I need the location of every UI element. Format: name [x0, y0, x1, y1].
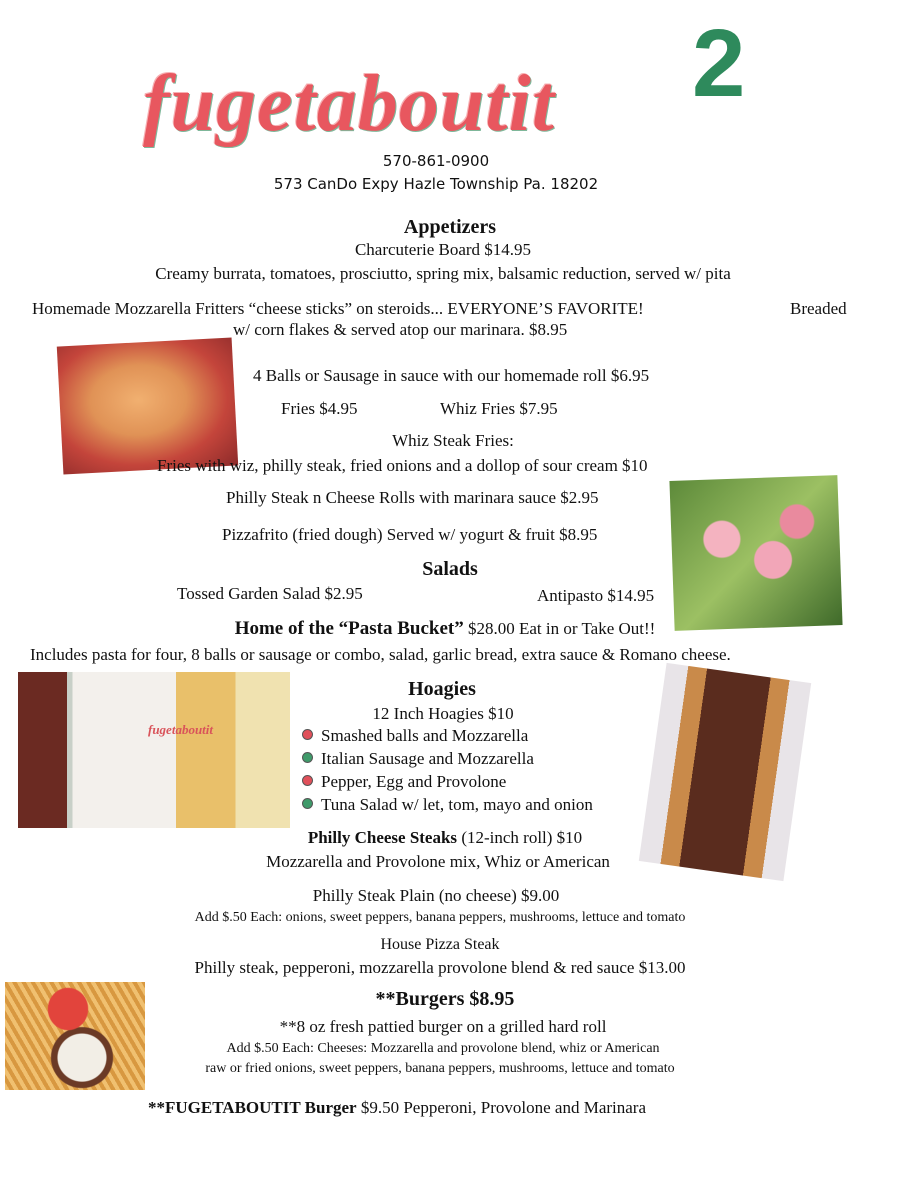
hoagie-label: Smashed balls and Mozzarella: [321, 726, 529, 745]
menu-item: Philly Steak Plain (no cheese) $9.00: [312, 886, 560, 905]
bullet-icon: [302, 752, 313, 763]
menu-item: Antipasto $14.95: [537, 586, 655, 605]
menu-item: Tossed Garden Salad $2.95: [177, 584, 363, 603]
menu-item-desc: Breaded: [790, 299, 847, 318]
pasta-bucket-price: $28.00 Eat in or Take Out!!: [463, 619, 656, 638]
burgers-heading: **Burgers $8.95: [375, 988, 515, 1010]
menu-item: Whiz Fries $7.95: [440, 399, 558, 418]
fritters-photo: [57, 338, 238, 475]
menu-item: Homemade Mozzarella Fritters “cheese sticks” on steroids... EVERYONE’S FAVORITE!: [32, 299, 644, 318]
hoagie-item: [302, 772, 506, 792]
logo-superscript: 2: [692, 10, 746, 117]
menu-item-desc: Fries with wiz, philly steak, fried onions and a dollop of sour cream $10: [157, 456, 648, 475]
bucket-label: fugetaboutit: [148, 722, 214, 737]
menu-item-desc: w/ corn flakes & served atop our marinara. $8.95: [233, 320, 568, 339]
cheesesteaks-price: (12-inch roll) $10: [457, 828, 583, 847]
cheese-options: Mozzarella and Provolone mix, Whiz or American: [266, 852, 610, 871]
address: 573 CanDo Expy Hazle Township Pa. 18202: [273, 175, 599, 193]
bullet-icon: [302, 775, 313, 786]
appetizers-heading: Appetizers: [403, 216, 497, 238]
menu-item: Fries $4.95: [281, 399, 358, 418]
special-burger-title: **FUGETABOUTIT Burger: [148, 1098, 357, 1117]
menu-item: Charcuterie Board $14.95: [354, 240, 532, 259]
menu-item: Pizzafrito (fried dough) Served w/ yogurt & fruit $8.95: [222, 525, 598, 544]
menu-item: Philly Steak n Cheese Rolls with marinara sauce $2.95: [226, 488, 599, 507]
special-burger: [148, 1098, 646, 1118]
bullet-icon: [302, 798, 313, 809]
menu-item-desc: Add $.50 Each: onions, sweet peppers, banana peppers, mushrooms, lettuce and tomato: [194, 910, 686, 925]
pasta-bucket-desc: Includes pasta for four, 8 balls or sausage or combo, salad, garlic bread, extra sauce & Romano cheese.: [30, 645, 731, 664]
bullet-icon: [302, 729, 313, 740]
cheesesteaks-title: Philly Cheese Steaks: [307, 828, 458, 847]
hoagie-label: Tuna Salad w/ let, tom, mayo and onion: [321, 795, 593, 814]
hoagie-item: [302, 726, 528, 746]
menu-item: Whiz Steak Fries:: [392, 431, 514, 450]
salads-heading: Salads: [422, 558, 478, 580]
menu-item: 4 Balls or Sausage in sauce with our homemade roll $6.95: [253, 366, 650, 385]
burger-addons: Add $.50 Each: Cheeses: Mozzarella and provolone blend, whiz or American: [226, 1041, 660, 1056]
cheesesteak-photo: [639, 663, 811, 881]
cheesesteaks-heading: [0, 828, 890, 848]
hoagie-label: Italian Sausage and Mozzarella: [321, 749, 534, 768]
menu-item: House Pizza Steak: [380, 936, 500, 953]
hoagies-heading: Hoagies: [408, 678, 476, 700]
pasta-bucket-heading: [0, 619, 890, 639]
menu-item-desc: Creamy burrata, tomatoes, prosciutto, spring mix, balsamic reduction, served w/ pita: [155, 264, 731, 283]
special-burger-desc: $9.50 Pepperoni, Provolone and Marinara: [356, 1098, 647, 1117]
pasta-bucket-title: Home of the “Pasta Bucket”: [234, 618, 464, 639]
logo: fugetaboutit: [143, 60, 556, 148]
burger-desc: **8 oz fresh pattied burger on a grilled hard roll: [279, 1017, 607, 1036]
burger-addons: raw or fried onions, sweet peppers, banana peppers, mushrooms, lettuce and tomato: [205, 1061, 675, 1076]
hoagie-item: [302, 749, 534, 769]
menu-item-desc: Philly steak, pepperoni, mozzarella provolone blend & red sauce $13.00: [194, 958, 686, 977]
hoagie-item: [302, 795, 593, 815]
hoagies-price: 12 Inch Hoagies $10: [372, 704, 514, 723]
salad-photo: [669, 475, 842, 631]
hoagie-label: Pepper, Egg and Provolone: [321, 772, 507, 791]
phone: 570-861-0900: [382, 152, 490, 170]
